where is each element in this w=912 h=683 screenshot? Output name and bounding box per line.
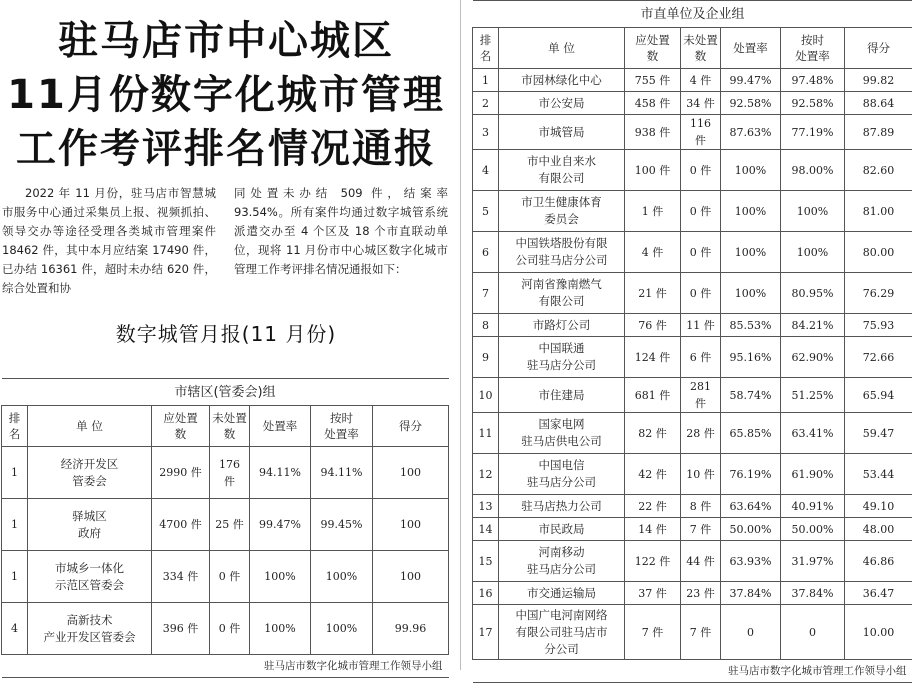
rate-cell: 100% xyxy=(721,232,781,273)
pending-cell: 44 件 xyxy=(681,541,721,582)
rank-cell: 7 xyxy=(473,273,499,314)
table-row xyxy=(473,495,912,518)
header-ontime-line: 处置率 xyxy=(783,48,842,64)
pending-cell: 176 件 xyxy=(210,447,250,499)
unit-cell xyxy=(499,582,625,605)
rank-cell: 5 xyxy=(473,191,499,232)
unit-name-line: 委员会 xyxy=(501,211,622,228)
ontime-cell: 99.45% xyxy=(311,499,373,551)
ontime-cell: 51.25% xyxy=(781,378,845,413)
unit-cell xyxy=(499,518,625,541)
intro-text xyxy=(2,184,448,298)
due-cell: 458 件 xyxy=(625,92,681,115)
unit-name-line: 有限公司 xyxy=(501,170,622,187)
unit-name-line: 中国广电河南网络 xyxy=(501,607,622,624)
rate-cell: 63.64% xyxy=(721,495,781,518)
rank-cell: 15 xyxy=(473,541,499,582)
due-cell: 681 件 xyxy=(625,378,681,413)
due-cell: 37 件 xyxy=(625,582,681,605)
due-cell: 7 件 xyxy=(625,605,681,660)
header-score xyxy=(845,28,912,69)
unit-name-line: 产业开发区管委会 xyxy=(30,629,149,646)
table-row xyxy=(473,518,912,541)
unit-name-line: 示范区管委会 xyxy=(30,577,149,594)
header-due xyxy=(625,28,681,69)
rate-cell: 92.58% xyxy=(721,92,781,115)
score-cell: 81.00 xyxy=(845,191,912,232)
rank-cell: 1 xyxy=(2,499,28,551)
pending-cell: 281 件 xyxy=(681,378,721,413)
score-cell: 10.00 xyxy=(845,605,912,660)
header-ontime xyxy=(781,28,845,69)
pending-cell: 8 件 xyxy=(681,495,721,518)
issuer-footer: 驻马店市数字化城市管理工作领导小组 xyxy=(473,660,912,683)
score-cell: 100 xyxy=(373,447,449,499)
ontime-cell: 80.95% xyxy=(781,273,845,314)
score-cell: 59.47 xyxy=(845,413,912,454)
due-cell: 4700 件 xyxy=(152,499,210,551)
issuer-footer: 驻马店市数字化城市管理工作领导小组 xyxy=(2,655,449,678)
due-cell: 396 件 xyxy=(152,603,210,655)
ontime-cell: 84.21% xyxy=(781,314,845,337)
ontime-cell: 63.41% xyxy=(781,413,845,454)
score-cell: 100 xyxy=(373,499,449,551)
rank-cell: 2 xyxy=(473,92,499,115)
rate-cell: 100% xyxy=(250,603,311,655)
header-ontime xyxy=(311,406,373,447)
header-pending-line: 数 xyxy=(683,48,718,64)
header-ontime-line: 按时 xyxy=(783,32,842,48)
header-score-line: 得分 xyxy=(375,418,446,434)
unit-name-line: 有限公司 xyxy=(501,293,622,310)
ontime-cell: 77.19% xyxy=(781,115,845,150)
due-cell: 76 件 xyxy=(625,314,681,337)
header-rank-line: 排 xyxy=(475,32,496,48)
table-row xyxy=(473,454,912,495)
score-cell: 46.86 xyxy=(845,541,912,582)
unit-name-line: 国家电网 xyxy=(501,416,622,433)
rate-cell: 85.53% xyxy=(721,314,781,337)
unit-name-line: 市城管局 xyxy=(501,124,622,141)
unit-name-line: 市公安局 xyxy=(501,95,622,112)
score-cell: 36.47 xyxy=(845,582,912,605)
rate-cell: 65.85% xyxy=(721,413,781,454)
table-row xyxy=(473,273,912,314)
rank-cell: 13 xyxy=(473,495,499,518)
unit-cell xyxy=(499,232,625,273)
ontime-cell: 100% xyxy=(311,551,373,603)
pending-cell: 4 件 xyxy=(681,69,721,92)
unit-name-line: 中国联通 xyxy=(501,340,622,357)
header-unit xyxy=(28,406,152,447)
title-line: 驻马店市中心城区 xyxy=(0,14,452,68)
pending-cell: 34 件 xyxy=(681,92,721,115)
group-title: 市直单位及企业组 xyxy=(473,1,912,28)
table-row xyxy=(473,337,912,378)
footer-row xyxy=(2,655,449,678)
unit-name-line: 市交通运输局 xyxy=(501,585,622,602)
rank-cell: 1 xyxy=(2,447,28,499)
due-cell: 334 件 xyxy=(152,551,210,603)
group-title-row xyxy=(2,379,449,406)
unit-name-line: 管委会 xyxy=(30,473,149,490)
score-cell: 82.60 xyxy=(845,150,912,191)
ontime-cell: 100% xyxy=(781,232,845,273)
ontime-cell: 92.58% xyxy=(781,92,845,115)
unit-cell xyxy=(499,605,625,660)
report-subtitle: 数字城管月报(11 月份) xyxy=(0,318,452,347)
rank-cell: 4 xyxy=(2,603,28,655)
header-rank xyxy=(473,28,499,69)
header-unit xyxy=(499,28,625,69)
rate-cell: 95.16% xyxy=(721,337,781,378)
unit-name-line: 河南省豫南燃气 xyxy=(501,276,622,293)
unit-name-line: 中国铁塔股份有限 xyxy=(501,235,622,252)
pending-cell: 0 件 xyxy=(681,273,721,314)
header-rate xyxy=(721,28,781,69)
unit-cell xyxy=(28,499,152,551)
header-row xyxy=(473,28,912,69)
ontime-cell: 100% xyxy=(781,191,845,232)
table-row xyxy=(2,499,449,551)
header-pending-line: 未处置 xyxy=(212,410,247,426)
ontime-cell: 40.91% xyxy=(781,495,845,518)
unit-cell xyxy=(499,454,625,495)
header-rank-line: 名 xyxy=(4,426,25,442)
unit-cell xyxy=(28,447,152,499)
pending-cell: 0 件 xyxy=(681,232,721,273)
unit-name-line: 驻马店分公司 xyxy=(501,357,622,374)
rate-cell: 100% xyxy=(721,150,781,191)
ontime-cell: 62.90% xyxy=(781,337,845,378)
header-ontime-line: 按时 xyxy=(313,410,370,426)
pending-cell: 0 件 xyxy=(210,603,250,655)
unit-cell xyxy=(499,273,625,314)
due-cell: 100 件 xyxy=(625,150,681,191)
report-title xyxy=(0,14,452,176)
score-cell: 87.89 xyxy=(845,115,912,150)
group-title-row xyxy=(473,1,912,28)
rank-cell: 4 xyxy=(473,150,499,191)
score-cell: 80.00 xyxy=(845,232,912,273)
unit-name-line: 驻马店供电公司 xyxy=(501,433,622,450)
table-row xyxy=(473,150,912,191)
rank-cell: 1 xyxy=(2,551,28,603)
table-row xyxy=(473,314,912,337)
pending-cell: 0 件 xyxy=(681,191,721,232)
due-cell: 122 件 xyxy=(625,541,681,582)
unit-name-line: 驻马店分公司 xyxy=(501,561,622,578)
title-line: 工作考评排名情况通报 xyxy=(0,122,452,176)
unit-name-line: 市中业自来水 xyxy=(501,153,622,170)
rank-cell: 10 xyxy=(473,378,499,413)
ontime-cell: 50.00% xyxy=(781,518,845,541)
unit-name-line: 市园林绿化中心 xyxy=(501,72,622,89)
table-row xyxy=(473,413,912,454)
rate-cell: 99.47% xyxy=(721,69,781,92)
table-row xyxy=(473,232,912,273)
unit-cell xyxy=(499,115,625,150)
intro-column-1: 2022 年 11 月份，驻马店市智慧城市服务中心通过采集员上报、视频抓拍、领导交办等途径受理各类城市管理案件 18462 件，其中本月应结案 17490 件，已办结 16361 件，超时未办结 620 件，综合处置和协 xyxy=(2,184,216,298)
header-score xyxy=(373,406,449,447)
table-row xyxy=(473,582,912,605)
rate-cell: 37.84% xyxy=(721,582,781,605)
table-row xyxy=(2,551,449,603)
unit-name-line: 驻马店分公司 xyxy=(501,474,622,491)
table-row xyxy=(473,541,912,582)
header-unit-line: 单 位 xyxy=(501,40,622,56)
pending-cell: 10 件 xyxy=(681,454,721,495)
ontime-cell: 94.11% xyxy=(311,447,373,499)
pending-cell: 7 件 xyxy=(681,518,721,541)
rate-cell: 50.00% xyxy=(721,518,781,541)
rate-cell: 76.19% xyxy=(721,454,781,495)
unit-name-line: 市民政局 xyxy=(501,521,622,538)
unit-cell xyxy=(499,314,625,337)
header-ontime-line: 处置率 xyxy=(313,426,370,442)
unit-cell xyxy=(28,551,152,603)
rate-cell: 99.47% xyxy=(250,499,311,551)
unit-name-line: 中国电信 xyxy=(501,457,622,474)
rank-cell: 11 xyxy=(473,413,499,454)
unit-cell xyxy=(499,92,625,115)
rank-cell: 14 xyxy=(473,518,499,541)
rate-cell: 0 xyxy=(721,605,781,660)
table-row xyxy=(473,69,912,92)
due-cell: 4 件 xyxy=(625,232,681,273)
intro-column-2: 同处置未办结 509 件，结案率 93.54%。所有案件均通过数字城管系统派遣交办至 4 个区及 18 个市直联动单位，现将 11 月份市中心城区数字化城市管理工作考评排名情况通报如下： xyxy=(234,184,448,298)
header-rank-line: 名 xyxy=(475,48,496,64)
group-title: 市辖区(管委会)组 xyxy=(2,379,449,406)
unit-name-line: 公司驻马店分公司 xyxy=(501,252,622,269)
header-pending xyxy=(210,406,250,447)
header-rank-line: 排 xyxy=(4,410,25,426)
ontime-cell: 31.97% xyxy=(781,541,845,582)
unit-name-line: 市卫生健康体育 xyxy=(501,194,622,211)
pending-cell: 116 件 xyxy=(681,115,721,150)
due-cell: 938 件 xyxy=(625,115,681,150)
rate-cell: 63.93% xyxy=(721,541,781,582)
pending-cell: 7 件 xyxy=(681,605,721,660)
header-due xyxy=(152,406,210,447)
rate-cell: 100% xyxy=(721,273,781,314)
rank-cell: 12 xyxy=(473,454,499,495)
score-cell: 48.00 xyxy=(845,518,912,541)
header-unit-line: 单 位 xyxy=(30,418,149,434)
unit-cell xyxy=(28,603,152,655)
rank-cell: 6 xyxy=(473,232,499,273)
score-cell: 99.96 xyxy=(373,603,449,655)
rank-cell: 1 xyxy=(473,69,499,92)
unit-name-line: 高新技术 xyxy=(30,612,149,629)
due-cell: 22 件 xyxy=(625,495,681,518)
unit-name-line: 驻马店热力公司 xyxy=(501,498,622,515)
unit-cell xyxy=(499,413,625,454)
unit-cell xyxy=(499,150,625,191)
unit-name-line: 市城乡一体化 xyxy=(30,560,149,577)
district-ranking-table xyxy=(1,378,449,678)
header-due-line: 数 xyxy=(627,48,678,64)
unit-name-line: 分公司 xyxy=(501,641,622,658)
header-rank xyxy=(2,406,28,447)
due-cell: 755 件 xyxy=(625,69,681,92)
table-row xyxy=(473,115,912,150)
score-cell: 72.66 xyxy=(845,337,912,378)
header-score-line: 得分 xyxy=(847,40,910,56)
pending-cell: 28 件 xyxy=(681,413,721,454)
due-cell: 14 件 xyxy=(625,518,681,541)
score-cell: 53.44 xyxy=(845,454,912,495)
pending-cell: 11 件 xyxy=(681,314,721,337)
pending-cell: 6 件 xyxy=(681,337,721,378)
pending-cell: 23 件 xyxy=(681,582,721,605)
score-cell: 99.82 xyxy=(845,69,912,92)
unit-name-line: 市路灯公司 xyxy=(501,317,622,334)
rate-cell: 58.74% xyxy=(721,378,781,413)
ontime-cell: 61.90% xyxy=(781,454,845,495)
table-row xyxy=(473,191,912,232)
header-pending-line: 未处置 xyxy=(683,32,718,48)
rate-cell: 100% xyxy=(721,191,781,232)
unit-cell xyxy=(499,69,625,92)
unit-name-line: 政府 xyxy=(30,525,149,542)
header-due-line: 应处置 xyxy=(627,32,678,48)
title-line: 11月份数字化城市管理 xyxy=(0,68,452,122)
ontime-cell: 37.84% xyxy=(781,582,845,605)
rank-cell: 9 xyxy=(473,337,499,378)
unit-cell xyxy=(499,337,625,378)
due-cell: 1 件 xyxy=(625,191,681,232)
header-rate-line: 处置率 xyxy=(252,418,308,434)
unit-cell xyxy=(499,495,625,518)
header-due-line: 应处置 xyxy=(154,410,207,426)
table-row xyxy=(2,603,449,655)
due-cell: 21 件 xyxy=(625,273,681,314)
ontime-cell: 0 xyxy=(781,605,845,660)
unit-name-line: 经济开发区 xyxy=(30,456,149,473)
footer-row xyxy=(473,660,912,683)
pending-cell: 0 件 xyxy=(681,150,721,191)
table-row xyxy=(473,378,912,413)
rate-cell: 87.63% xyxy=(721,115,781,150)
header-row xyxy=(2,406,449,447)
unit-name-line: 驿城区 xyxy=(30,508,149,525)
header-pending-line: 数 xyxy=(212,426,247,442)
unit-name-line: 市住建局 xyxy=(501,387,622,404)
due-cell: 42 件 xyxy=(625,454,681,495)
score-cell: 75.93 xyxy=(845,314,912,337)
unit-name-line: 河南移动 xyxy=(501,544,622,561)
pending-cell: 0 件 xyxy=(210,551,250,603)
header-pending xyxy=(681,28,721,69)
municipal-ranking-table xyxy=(472,0,912,683)
score-cell: 76.29 xyxy=(845,273,912,314)
unit-cell xyxy=(499,541,625,582)
table-row xyxy=(473,605,912,660)
rate-cell: 100% xyxy=(250,551,311,603)
unit-cell xyxy=(499,378,625,413)
rate-cell: 94.11% xyxy=(250,447,311,499)
score-cell: 49.10 xyxy=(845,495,912,518)
header-rate xyxy=(250,406,311,447)
ontime-cell: 100% xyxy=(311,603,373,655)
table-row xyxy=(473,92,912,115)
rank-cell: 8 xyxy=(473,314,499,337)
header-due-line: 数 xyxy=(154,426,207,442)
due-cell: 2990 件 xyxy=(152,447,210,499)
score-cell: 100 xyxy=(373,551,449,603)
header-rate-line: 处置率 xyxy=(723,40,778,56)
unit-cell xyxy=(499,191,625,232)
column-divider xyxy=(460,0,461,670)
rank-cell: 16 xyxy=(473,582,499,605)
table-row xyxy=(2,447,449,499)
rank-cell: 3 xyxy=(473,115,499,150)
score-cell: 65.94 xyxy=(845,378,912,413)
ontime-cell: 97.48% xyxy=(781,69,845,92)
due-cell: 124 件 xyxy=(625,337,681,378)
due-cell: 82 件 xyxy=(625,413,681,454)
unit-name-line: 有限公司驻马店市 xyxy=(501,624,622,641)
rank-cell: 17 xyxy=(473,605,499,660)
score-cell: 88.64 xyxy=(845,92,912,115)
ontime-cell: 98.00% xyxy=(781,150,845,191)
pending-cell: 25 件 xyxy=(210,499,250,551)
